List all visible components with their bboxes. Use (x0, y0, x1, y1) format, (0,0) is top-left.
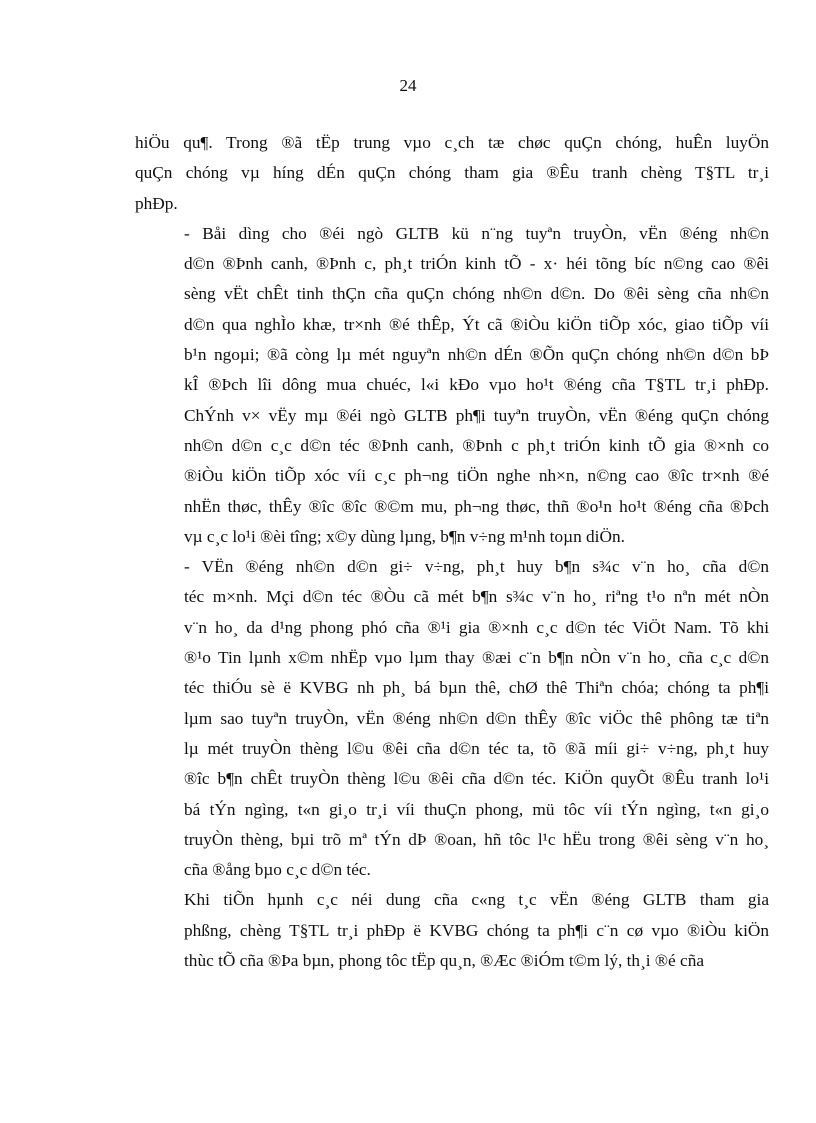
text-line: thùc tÕ cña ®Þa bµn, phong tôc tËp qu¸n, ®Æc ®iÓm t©m lý, th¸i ®é cña (184, 951, 705, 971)
text-line: - VËn ®éng nh©n d©n gi÷ v÷ng, ph¸t huy b¶n s¾c v¨n ho¸ cña d©n (184, 557, 769, 577)
text-line: ®iÒu kiÖn tiÕp xóc víi c¸c ph¬ng tiÖn nghe nh×n, n©ng cao ®îc tr×nh ®é (184, 466, 769, 486)
paragraph (135, 219, 769, 552)
text-line: ®¹o Tin lµnh x©m nhËp vµo lµm thay ®æi c¨n b¶n nÒn v¨n ho¸ cña c¸c d©n (184, 648, 769, 668)
text-line: téc thiÓu sè ë KVBG nh ph¸ bá bµn thê, chØ thê Thiªn chóa; chóng ta ph¶i (184, 678, 769, 698)
text-line: ChÝnh v× vËy mµ ®éi ngò GLTB ph¶i tuyªn truyÒn, vËn ®éng quÇn chóng (184, 405, 769, 425)
text-line: d©n ®Þnh canh, ®Þnh c, ph¸t triÓn kinh tÕ - x· héi tõng bíc n©ng cao ®êi (184, 254, 769, 274)
text-line: v¨n ho¸ da d¹ng phong phó cña ®¹i gia ®×nh c¸c d©n téc ViÖt Nam. Tõ khi (184, 617, 769, 637)
text-line: kÎ ®Þch lîi dông mua chuéc, l«i kÐo vµo ho¹t ®éng cña T§TL tr¸i phÐp. (184, 375, 769, 395)
text-line: bá tÝn ngìng, t«n gi¸o tr¸i víi thuÇn phong, mü tôc víi tÝn ngìng, t«n gi¸o (184, 799, 769, 819)
paragraph (135, 128, 769, 219)
text-line: vµ c¸c lo¹i ®èi tîng; x©y dùng lµng, b¶n v÷ng m¹nh toµn diÖn. (184, 526, 625, 546)
text-line: téc m×nh. Mçi d©n téc ®Òu cã mét b¶n s¾c v¨n ho¸ riªng t¹o nªn mét nÒn (184, 587, 769, 607)
page-number: 24 (399, 76, 417, 95)
text-line: truyÒn thèng, bµi trõ mª tÝn dÞ ®oan, hñ tôc l¹c hËu trong ®êi sèng v¨n ho¸ (184, 829, 769, 849)
text-line: b¹n ngoµi; ®ã còng lµ mét nguyªn nh©n dÉn ®Õn quÇn chóng nh©n d©n bÞ (184, 345, 769, 365)
text-line: nhËn thøc, thÊy ®îc ®îc ®©m mu, ph¬ng thøc, thñ ®o¹n ho¹t ®éng cña ®Þch (184, 496, 769, 516)
text-line: phßng, chèng T§TL tr¸i phÐp ë KVBG chóng ta ph¶i c¨n cø vµo ®iÒu kiÖn (184, 920, 769, 940)
text-line: d©n qua nghÌo khæ, tr×nh ®é thÊp, Ýt cã ®iÒu kiÖn tiÕp xóc, giao tiÕp víi (184, 314, 769, 334)
text-line: lµm sao tuyªn truyÒn, vËn ®éng nh©n d©n thÊy ®îc viÖc thê phông tæ tiªn (184, 708, 769, 728)
text-line: sèng vËt chÊt tinh thÇn cña quÇn chóng nh©n d©n. Do ®êi sèng cña nh©n (184, 284, 769, 304)
text-line: - Båi dìng cho ®éi ngò GLTB kü n¨ng tuyªn truyÒn, vËn ®éng nh©n (184, 223, 769, 243)
text-line: quÇn chóng vµ híng dÉn quÇn chóng tham gia ®Êu tranh chèng T§TL tr¸i (135, 163, 769, 183)
paragraph (135, 552, 769, 885)
text-line: phÐp. (135, 193, 178, 213)
text-line: hiÖu qu¶. Trong ®ã tËp trung vµo c¸ch tæ chøc quÇn chóng, huÊn luyÖn (135, 133, 769, 152)
text-line: nh©n d©n c¸c d©n téc ®Þnh canh, ®Þnh c ph¸t triÓn kinh tÕ gia ®×nh co (184, 435, 769, 455)
text-line: lµ mét truyÒn thèng l©u ®êi cña d©n téc ta, tõ ®ã míi gi÷ v÷ng, ph¸t huy (184, 738, 769, 758)
text-line: cña ®ång bµo c¸c d©n téc. (184, 860, 371, 880)
paragraph (135, 885, 769, 976)
body-text (135, 128, 769, 976)
text-line: Khi tiÕn hµnh c¸c néi dung cña c«ng t¸c vËn ®éng GLTB tham gia (184, 890, 769, 910)
text-line: ®îc b¶n chÊt truyÒn thèng l©u ®êi cña d©n téc. KiÖn quyÕt ®Êu tranh lo¹i (184, 769, 769, 789)
